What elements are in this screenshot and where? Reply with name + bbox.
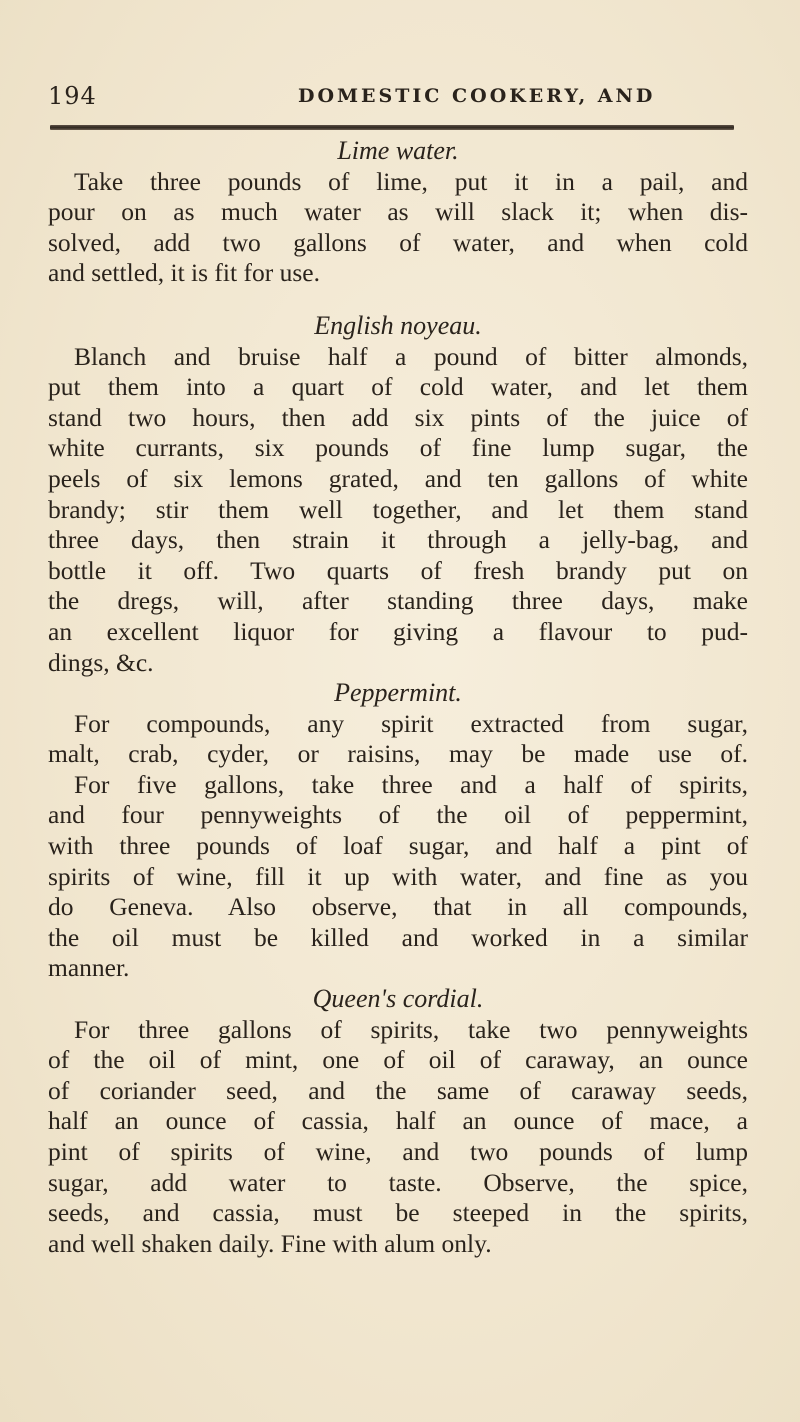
text-line: seeds, and cassia, must be steeped in the spirits,	[48, 1198, 748, 1228]
section-heading: Peppermint.	[334, 678, 462, 708]
text-line: solved, add two gallons of water, and when cold	[48, 227, 748, 257]
text-line: For three gallons of spirits, take two pennyweights	[74, 1014, 748, 1044]
page-number: 194	[48, 82, 97, 110]
text-line: put them into a quart of cold water, and let them	[48, 372, 748, 402]
text-line: and settled, it is fit for use.	[48, 258, 320, 288]
text-line: of the oil of mint, one of oil of caraway, an ounce	[48, 1045, 748, 1075]
text-line: with three pounds of loaf sugar, and half a pint of	[48, 831, 748, 861]
page-content	[48, 136, 748, 1259]
header-rule	[50, 125, 734, 130]
text-line: the dregs, will, after standing three days, make	[48, 586, 748, 616]
running-head-title: DOMESTIC COOKERY, AND	[298, 85, 656, 107]
text-line: Take three pounds of lime, put it in a pail, and	[74, 166, 748, 196]
text-line: For compounds, any spirit extracted from sugar,	[74, 708, 748, 738]
text-line: peels of six lemons grated, and ten gallons of white	[48, 463, 748, 493]
text-line: do Geneva. Also observe, that in all compounds,	[48, 892, 748, 922]
text-line: white currants, six pounds of fine lump sugar, the	[48, 433, 748, 463]
text-line: three days, then strain it through a jelly-bag, and	[48, 525, 748, 555]
text-line: spirits of wine, fill it up with water, and fine as you	[48, 861, 748, 891]
text-line: and four pennyweights of the oil of peppermint,	[48, 800, 748, 830]
text-line: manner.	[48, 953, 130, 983]
text-line: an excellent liquor for giving a flavour to pud-	[48, 616, 748, 646]
text-line: pour on as much water as will slack it; when dis-	[48, 197, 748, 227]
text-line: malt, crab, cyder, or raisins, may be made use of.	[48, 739, 748, 769]
section-heading: Lime water.	[337, 136, 459, 165]
running-head	[48, 82, 738, 116]
text-line: For five gallons, take three and a half of spirits,	[74, 769, 748, 799]
text-line: half an ounce of cassia, half an ounce of mace, a	[48, 1106, 748, 1136]
text-line: sugar, add water to taste. Observe, the spice,	[48, 1167, 748, 1197]
section-heading: Queen's cordial.	[312, 984, 484, 1014]
text-line: brandy; stir them well together, and let them stand	[48, 494, 748, 524]
section-heading: English noyeau.	[314, 310, 482, 340]
text-line: pint of spirits of wine, and two pounds of lump	[48, 1137, 748, 1166]
text-line: Blanch and bruise half a pound of bitter almonds,	[74, 341, 748, 371]
text-line: of coriander seed, and the same of caraway seeds,	[48, 1075, 748, 1105]
section-gap	[48, 289, 748, 311]
text-line: bottle it off. Two quarts of fresh brandy put on	[48, 555, 748, 585]
text-line: dings, &c.	[48, 647, 154, 677]
text-line: stand two hours, then add six pints of the juice of	[48, 402, 748, 432]
text-line: and well shaken daily. Fine with alum only.	[48, 1228, 492, 1258]
text-line: the oil must be killed and worked in a similar	[48, 922, 748, 952]
